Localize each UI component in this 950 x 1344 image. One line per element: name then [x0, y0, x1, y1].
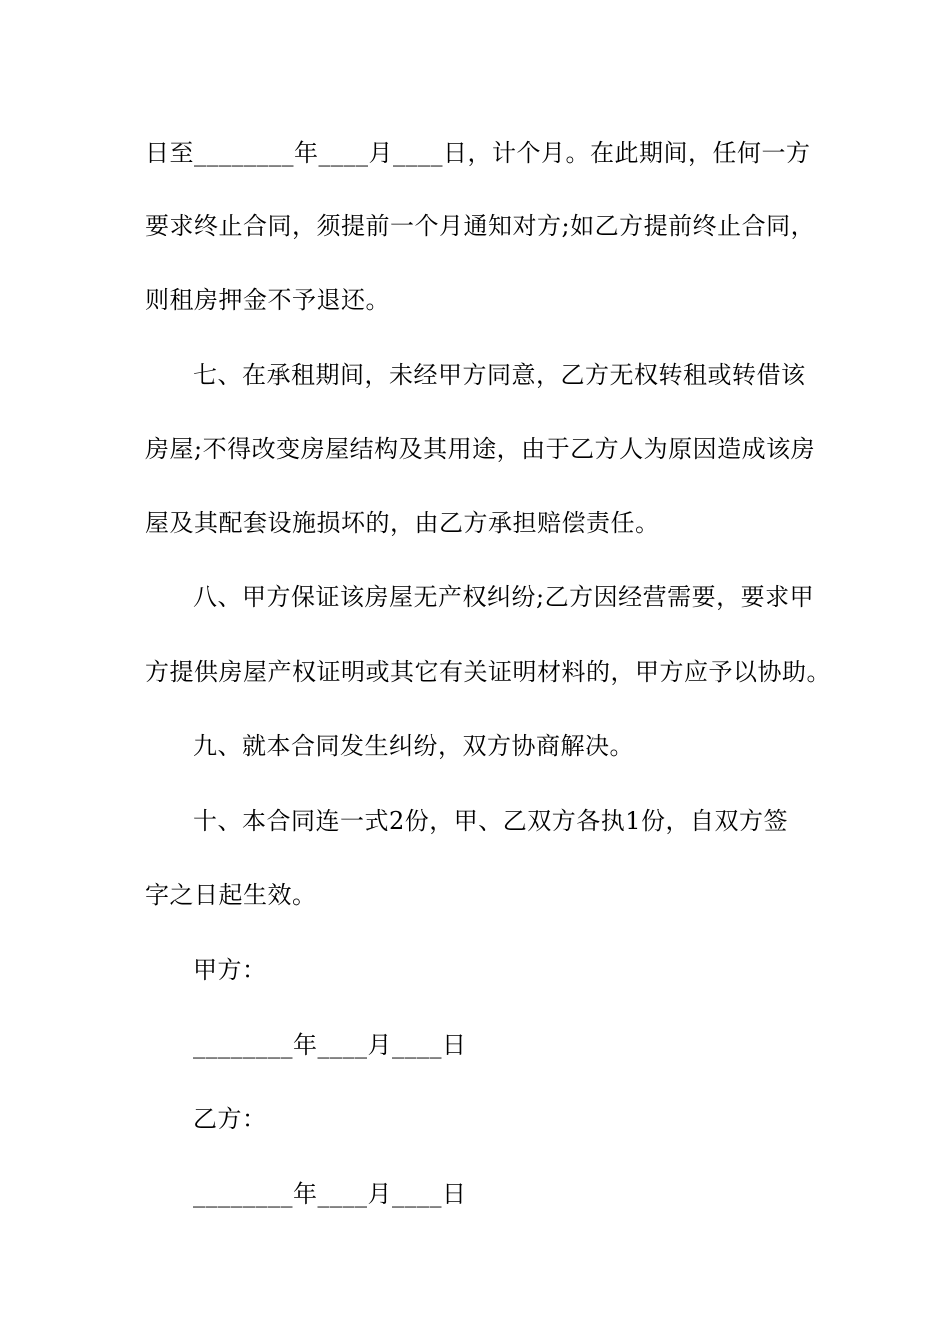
clause-8-line-2: 方提供房屋产权证明或其它有关证明材料的，甲方应予以协助。	[145, 658, 831, 686]
text-line-2: 要求终止合同，须提前一个月通知对方;如乙方提前终止合同，	[145, 212, 816, 240]
clause-9-line-1: 九、就本合同发生纠纷，双方协商解决。	[193, 732, 634, 760]
text-line-1: 日至________年____月____日，计个月。在此期间，任何一方	[145, 139, 811, 167]
party-b-date: ________年____月____日	[193, 1180, 467, 1208]
text-line-3: 则租房押金不予退还。	[145, 286, 390, 314]
party-a-label: 甲方：	[193, 956, 267, 984]
clause-7-line-3: 屋及其配套设施损坏的，由乙方承担赔偿责任。	[145, 509, 660, 537]
clause-10-line-2: 字之日起生效。	[145, 881, 317, 909]
party-b-label: 乙方：	[193, 1105, 267, 1133]
party-a-date: ________年____月____日	[193, 1031, 467, 1059]
clause-7-line-1: 七、在承租期间，未经甲方同意，乙方无权转租或转借该	[193, 361, 806, 389]
clause-7-line-2: 房屋;不得改变房屋结构及其用途，由于乙方人为原因造成该房	[145, 435, 816, 463]
clause-10-line-1: 十、本合同连一式2份，甲、乙双方各执1份，自双方签	[193, 807, 789, 835]
clause-8-line-1: 八、甲方保证该房屋无产权纠纷;乙方因经营需要，要求甲	[193, 583, 815, 611]
